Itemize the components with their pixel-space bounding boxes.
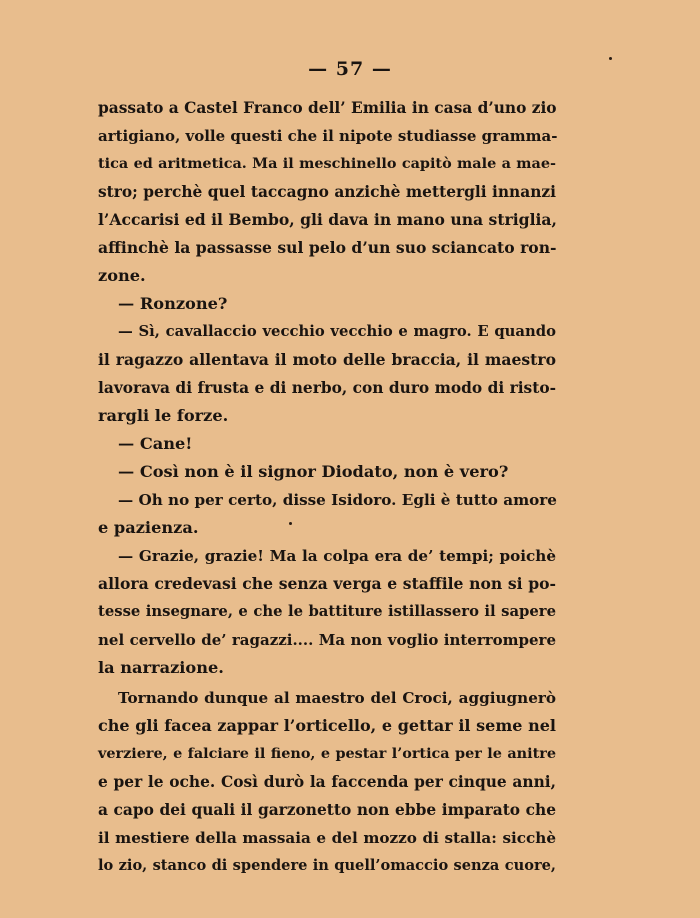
paragraph: [98, 318, 556, 430]
text-line: affinchè la passasse sul pelo d’un suo sciancato ron-: [98, 238, 557, 257]
text-line: lavorava di frusta e di nerbo, con duro modo di risto-: [98, 379, 556, 397]
ink-speck: [289, 522, 292, 525]
text-line: zone.: [98, 266, 146, 285]
text-line: tica ed aritmetica. Ma il meschinello capitò male a mae-: [98, 155, 556, 172]
text-line: — Oh no per certo, disse Isidoro. Egli è tutto amore: [118, 491, 557, 509]
paragraph: [98, 290, 556, 318]
text-line: il ragazzo allentava il moto delle braccia, il maestro: [98, 350, 556, 369]
text-line: passato a Castel Franco dell’ Emilia in casa d’uno zio: [98, 99, 557, 117]
ink-speck: [609, 57, 612, 60]
text-line: — Cane!: [118, 434, 193, 453]
text-line: — Sì, cavallaccio vecchio vecchio e magro. E quando: [118, 323, 556, 340]
text-line: a capo dei quali il garzonetto non ebbe imparato che: [98, 801, 556, 819]
text-line: lo zio, stanco di spendere in quell’omaccio senza cuore,: [98, 857, 556, 874]
text-line: — Ronzone?: [118, 294, 228, 313]
text-line: tesse insegnare, e che le battiture istillassero il sapere: [98, 603, 556, 620]
text-line: allora credevasi che senza verga e staffile non si po-: [98, 574, 556, 593]
paragraph: [98, 458, 556, 486]
page-number: — 57 —: [308, 58, 392, 80]
text-line: l’Accarisi ed il Bembo, gli dava in mano una striglia,: [98, 210, 557, 229]
text-line: — Così non è il signor Diodato, non è vero?: [118, 462, 509, 481]
text-line: artigiano, volle questi che il nipote studiasse gramma-: [98, 127, 558, 145]
paragraph: [98, 684, 556, 880]
paragraph: [98, 486, 556, 542]
paragraph: [98, 542, 556, 682]
paragraph: [98, 430, 556, 458]
text-line: verziere, e falciare il fieno, e pestar l’ortica per le anitre: [98, 745, 556, 762]
text-line: stro; perchè quel taccagno anzichè mettergli innanzi: [98, 183, 556, 201]
text-line: e pazienza.: [98, 518, 199, 537]
text-line: la narrazione.: [98, 658, 224, 677]
body-text: [98, 94, 556, 880]
paragraph: [98, 94, 556, 290]
text-line: nel cervello de’ ragazzi.... Ma non voglio interrompere: [98, 631, 556, 649]
text-line: che gli facea zappar l’orticello, e gettar il seme nel: [98, 716, 556, 735]
text-line: e per le oche. Così durò la faccenda per cinque anni,: [98, 773, 556, 791]
text-line: Tornando dunque al maestro del Croci, aggiugnerò: [118, 689, 556, 707]
text-line: il mestiere della massaia e del mozzo di stalla: sicchè: [98, 829, 556, 847]
text-line: rargli le forze.: [98, 406, 229, 425]
text-line: — Grazie, grazie! Ma la colpa era de’ tempi; poichè: [118, 547, 556, 565]
